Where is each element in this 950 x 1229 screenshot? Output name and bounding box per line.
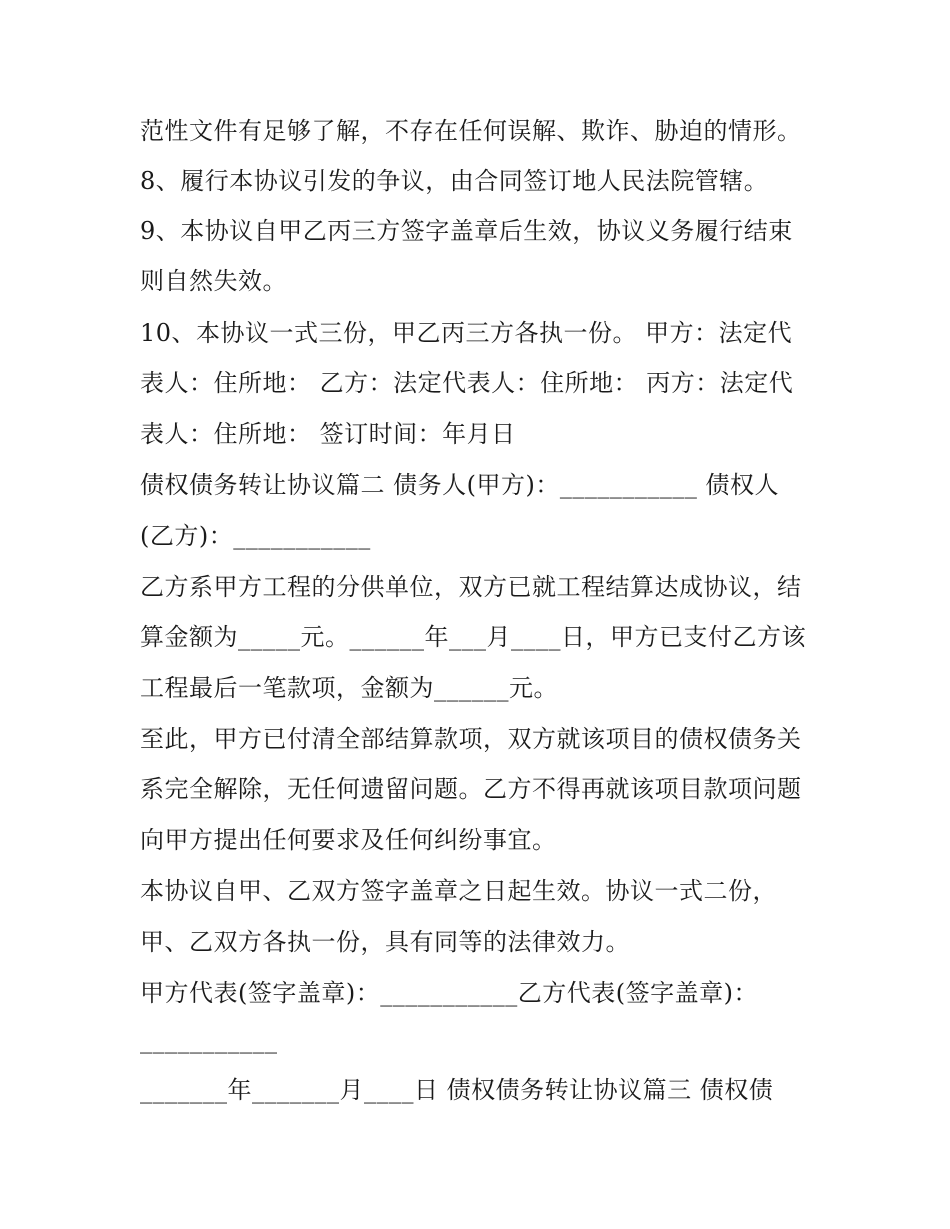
text-line: 甲、乙双方各执一份，具有同等的法律效力。 [140, 928, 630, 956]
text-line: (乙方)：___________ [140, 522, 371, 550]
text-line: 则自然失效。 [140, 267, 287, 295]
text-line: 算金额为_____元。______年___月____日，甲方已支付乙方该 [140, 623, 806, 651]
text-line: ___________ [140, 1026, 278, 1054]
text-line: 表人：住所地： 乙方：法定代表人：住所地： 丙方：法定代 [140, 369, 794, 397]
text-line: 本协议自甲、乙双方签字盖章之日起生效。协议一式二份， [140, 877, 777, 905]
text-line: 向甲方提出任何要求及任何纠纷事宜。 [140, 826, 557, 854]
text-line: 8、履行本协议引发的争议，由合同签订地人民法院管辖。 [140, 167, 769, 195]
text-line: _______年_______月____日 债权债务转让协议篇三 债权债 [140, 1076, 774, 1104]
text-line: 10、本协议一式三份，甲乙丙三方各执一份。 甲方：法定代 [140, 319, 793, 347]
text-line: 工程最后一笔款项，金额为______元。 [140, 674, 558, 702]
text-line: 乙方系甲方工程的分供单位，双方已就工程结算达成协议，结 [140, 573, 802, 601]
text-line: 系完全解除，无任何遗留问题。乙方不得再就该项目款项问题 [140, 775, 802, 803]
text-line: 至此，甲方已付清全部结算款项，双方就该项目的债权债务关 [140, 725, 802, 753]
text-line: 甲方代表(签字盖章)：___________乙方代表(签字盖章)： [140, 979, 758, 1007]
text-line: 表人：住所地： 签订时间：年月日 [140, 420, 516, 448]
text-line: 范性文件有足够了解，不存在任何误解、欺诈、胁迫的情形。 [140, 117, 802, 145]
text-line: 9、本协议自甲乙丙三方签字盖章后生效，协议义务履行结束 [140, 217, 793, 245]
text-line: 债权债务转让协议篇二 债务人(甲方)：___________ 债权人 [140, 471, 779, 499]
